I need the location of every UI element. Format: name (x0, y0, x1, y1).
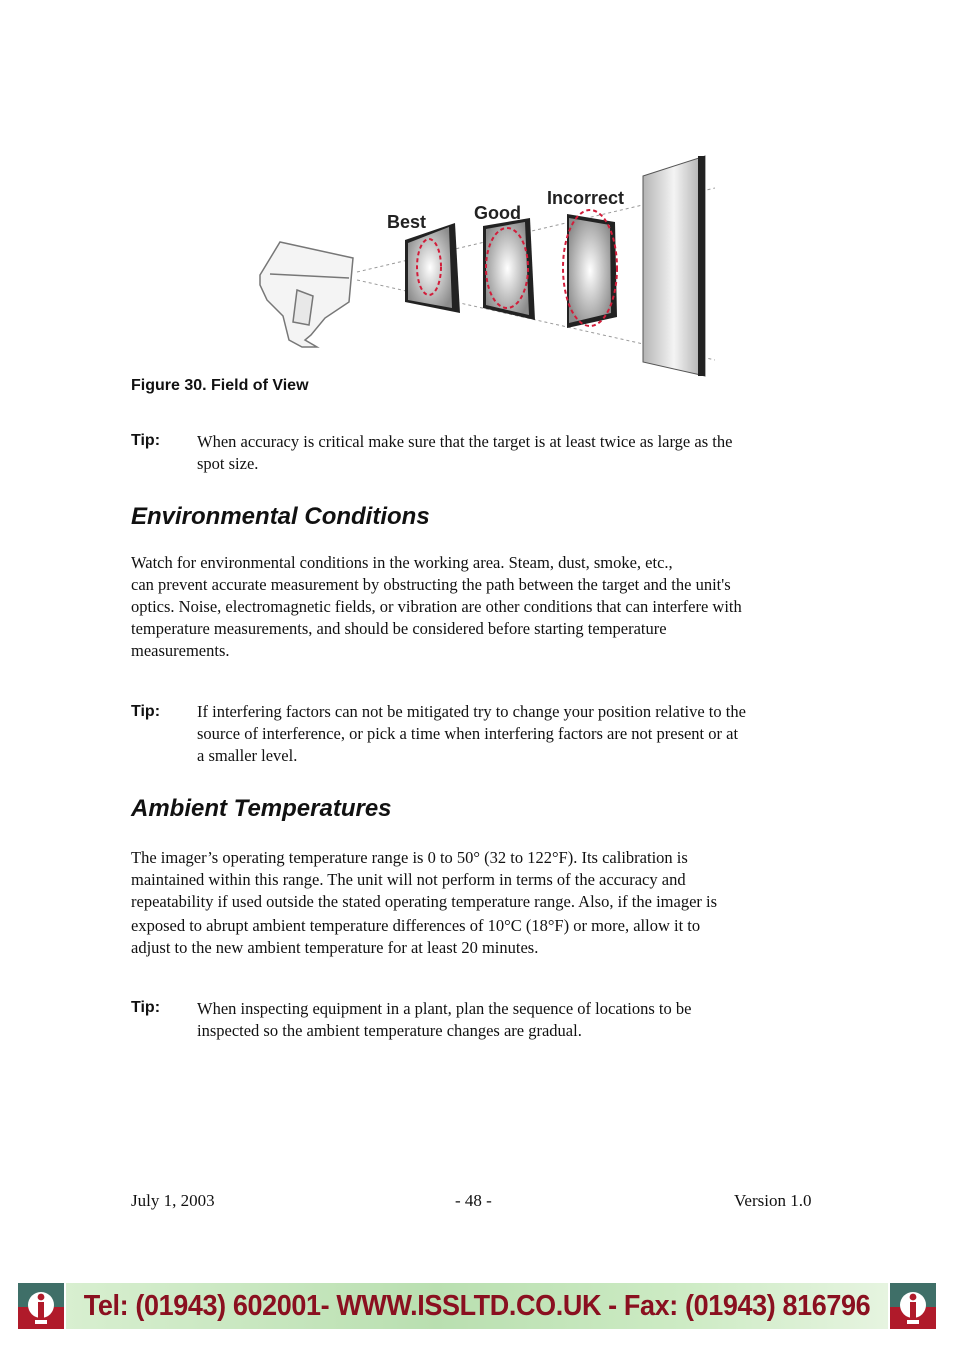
target-wall (643, 156, 705, 376)
tip2-line: a smaller level. (197, 746, 298, 765)
contact-banner (18, 1281, 936, 1333)
info-i-icon (890, 1283, 936, 1329)
tip-text-2 (197, 701, 827, 767)
tip1-line: When accuracy is critical make sure that the target is at least twice as large as the (197, 432, 733, 451)
label-good: Good (474, 203, 521, 223)
target-best (405, 223, 460, 313)
info-i-icon (18, 1283, 64, 1329)
paragraph-line: repeatability if used outside the stated operating temperature range. Also, if the imager is (131, 892, 718, 911)
tip-label-3: Tip: (131, 999, 161, 1016)
tip2-line: source of interference, or pick a time when interfering factors are not present or at (197, 724, 739, 743)
banner-contact-text[interactable]: Tel: (01943) 602001- WWW.ISSLTD.CO.UK - Fax: (01943) 816796 (83, 1289, 871, 1322)
paragraph-line: can prevent accurate measurement by obstructing the path between the target and the unit's (131, 575, 731, 594)
label-best: Best (387, 212, 427, 232)
tip-text-3 (197, 998, 827, 1042)
tip3-line: When inspecting equipment in a plant, plan the sequence of locations to be (197, 999, 692, 1018)
paragraph-line: maintained within this range. The unit will not perform in terms of the accuracy and (131, 870, 686, 889)
paragraph-line: Watch for environmental conditions in the working area. Steam, dust, smoke, etc., (131, 553, 673, 572)
tip-label-2: Tip: (131, 703, 161, 720)
tip-label-1: Tip: (131, 432, 161, 449)
footer-version: Version 1.0 (734, 1191, 812, 1210)
paragraph-environmental (131, 552, 827, 662)
paragraph-line: The imager’s operating temperature range is 0 to 50° (32 to 122°F). Its calibration is (131, 848, 688, 867)
field-of-view-figure (245, 150, 715, 382)
paragraph-line: adjust to the new ambient temperature for at least 20 minutes. (131, 938, 539, 957)
thermal-imager-gun-icon (260, 242, 353, 347)
target-incorrect (563, 210, 617, 328)
target-good (483, 218, 535, 320)
tip2-line: If interfering factors can not be mitigated try to change your position relative to the (197, 702, 746, 721)
paragraph-line: optics. Noise, electromagnetic fields, or vibration are other conditions that can interfere with (131, 597, 742, 616)
heading-environmental-conditions: Environmental Conditions (131, 503, 430, 530)
footer-page-number: - 48 - (455, 1191, 492, 1210)
paragraph-line: temperature measurements, and should be considered before starting temperature (131, 619, 667, 638)
tip-text-1 (197, 431, 827, 475)
tip3-line: inspected so the ambient temperature changes are gradual. (197, 1021, 582, 1040)
label-incorrect: Incorrect (547, 188, 625, 208)
paragraph-ambient (131, 847, 827, 959)
paragraph-line: exposed to abrupt ambient temperature differences of 10°C (18°F) or more, allow it to (131, 916, 701, 935)
figure-caption: Figure 30. Field of View (131, 377, 309, 394)
heading-ambient-temperatures: Ambient Temperatures (131, 795, 392, 822)
tip1-line: spot size. (197, 454, 259, 473)
footer-date: July 1, 2003 (131, 1191, 215, 1210)
paragraph-line: measurements. (131, 641, 230, 660)
